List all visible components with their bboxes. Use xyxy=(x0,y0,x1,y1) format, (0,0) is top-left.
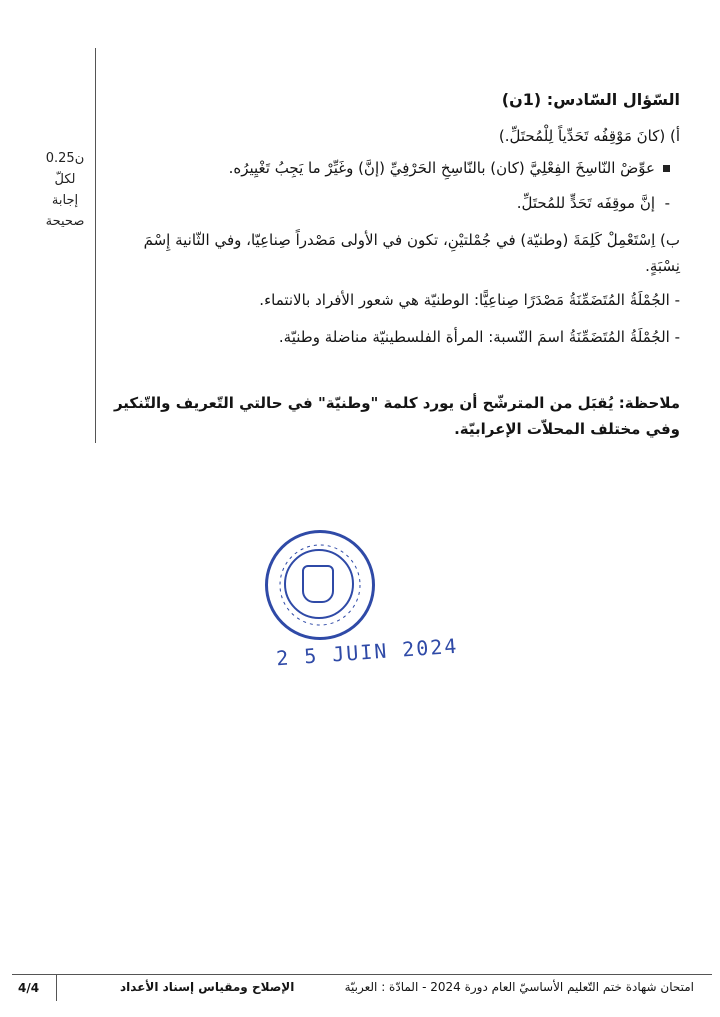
score-line: صحيحة xyxy=(45,214,85,229)
part-a-sentence: أ) (كانَ مَوْقِفُه تَحَدِّياً لِلْمُحتَلِّ.) xyxy=(498,127,680,145)
answer-1-text: الوطنيّة هي شعور الأفراد بالانتماء. xyxy=(259,291,470,309)
part-a-instruction-text: عوِّضْ النّاسِخَ الفِعْلِيَّ (كان) بالنّاسِخِ الحَرْفِيِّ (إنَّ) وغَيِّرْ ما يَجِبُ تَغْيِيرُه. xyxy=(228,159,655,177)
emblem-icon xyxy=(302,565,334,603)
part-b-answer-2 xyxy=(279,326,680,348)
bullet-icon xyxy=(663,165,670,172)
part-a-answer: - إنَّ موقِفَه تَحَدٍّ للمُحتَلِّ. xyxy=(516,194,670,212)
question-title: السّؤال السّادس: (1ن) xyxy=(501,90,680,109)
date-stamp: 2 5 JUIN 2024 xyxy=(275,633,460,671)
score-line: لكلّ xyxy=(54,172,76,187)
part-a-answer-text: إنَّ موقِفَه تَحَدٍّ للمُحتَلِّ. xyxy=(516,194,656,212)
score-line: إجابة xyxy=(51,193,79,208)
part-b-answer-1 xyxy=(259,289,680,311)
footer-divider xyxy=(12,974,712,975)
part-b-instruction: ب) اِسْتَعْمِلْ كَلِمَةَ (وطنيّة) في جُمْلتيْنِ، تكون في الأولى مَصْدراً صِناعِيّا، وفي الثّانية إِسْمَ xyxy=(143,231,680,249)
margin-divider xyxy=(95,48,96,443)
official-seal xyxy=(265,530,375,640)
footer-right-text: امتحان شهادة ختم التّعليم الأساسيّ العام دورة 2024 - المادّة : العربيّة xyxy=(344,980,694,994)
answer-2-text: المرأة الفلسطينيّة مناضلة وطنيّة. xyxy=(278,328,484,346)
score-value: 0.25ن xyxy=(45,151,85,166)
part-b-instruction-cont: نِسْبَةٍ. xyxy=(645,257,680,275)
note: ملاحظة: يُقبَل من المترشّح أن يورد كلمة "وطنيّة" في حالتي التّعريف والتّنكير وفي مختلف المحلاّت الإعرابيّة. xyxy=(113,394,680,438)
footer-separator xyxy=(56,975,57,1001)
part-a-instruction xyxy=(229,157,670,179)
page-number: 4/4 xyxy=(18,981,40,995)
footer-left-text: الإصلاح ومقياس إسناد الأعداد xyxy=(120,980,295,994)
answer-2-label: - الجُمْلَةُ المُتَضَمِّنَةُ اسمَ النّسبة: xyxy=(488,328,680,346)
answer-1-label: - الجُمْلَةُ المُتَضَمِّنَةُ مَصْدَرًا صِناعِيًّا: xyxy=(473,291,680,309)
score-box xyxy=(34,148,96,232)
